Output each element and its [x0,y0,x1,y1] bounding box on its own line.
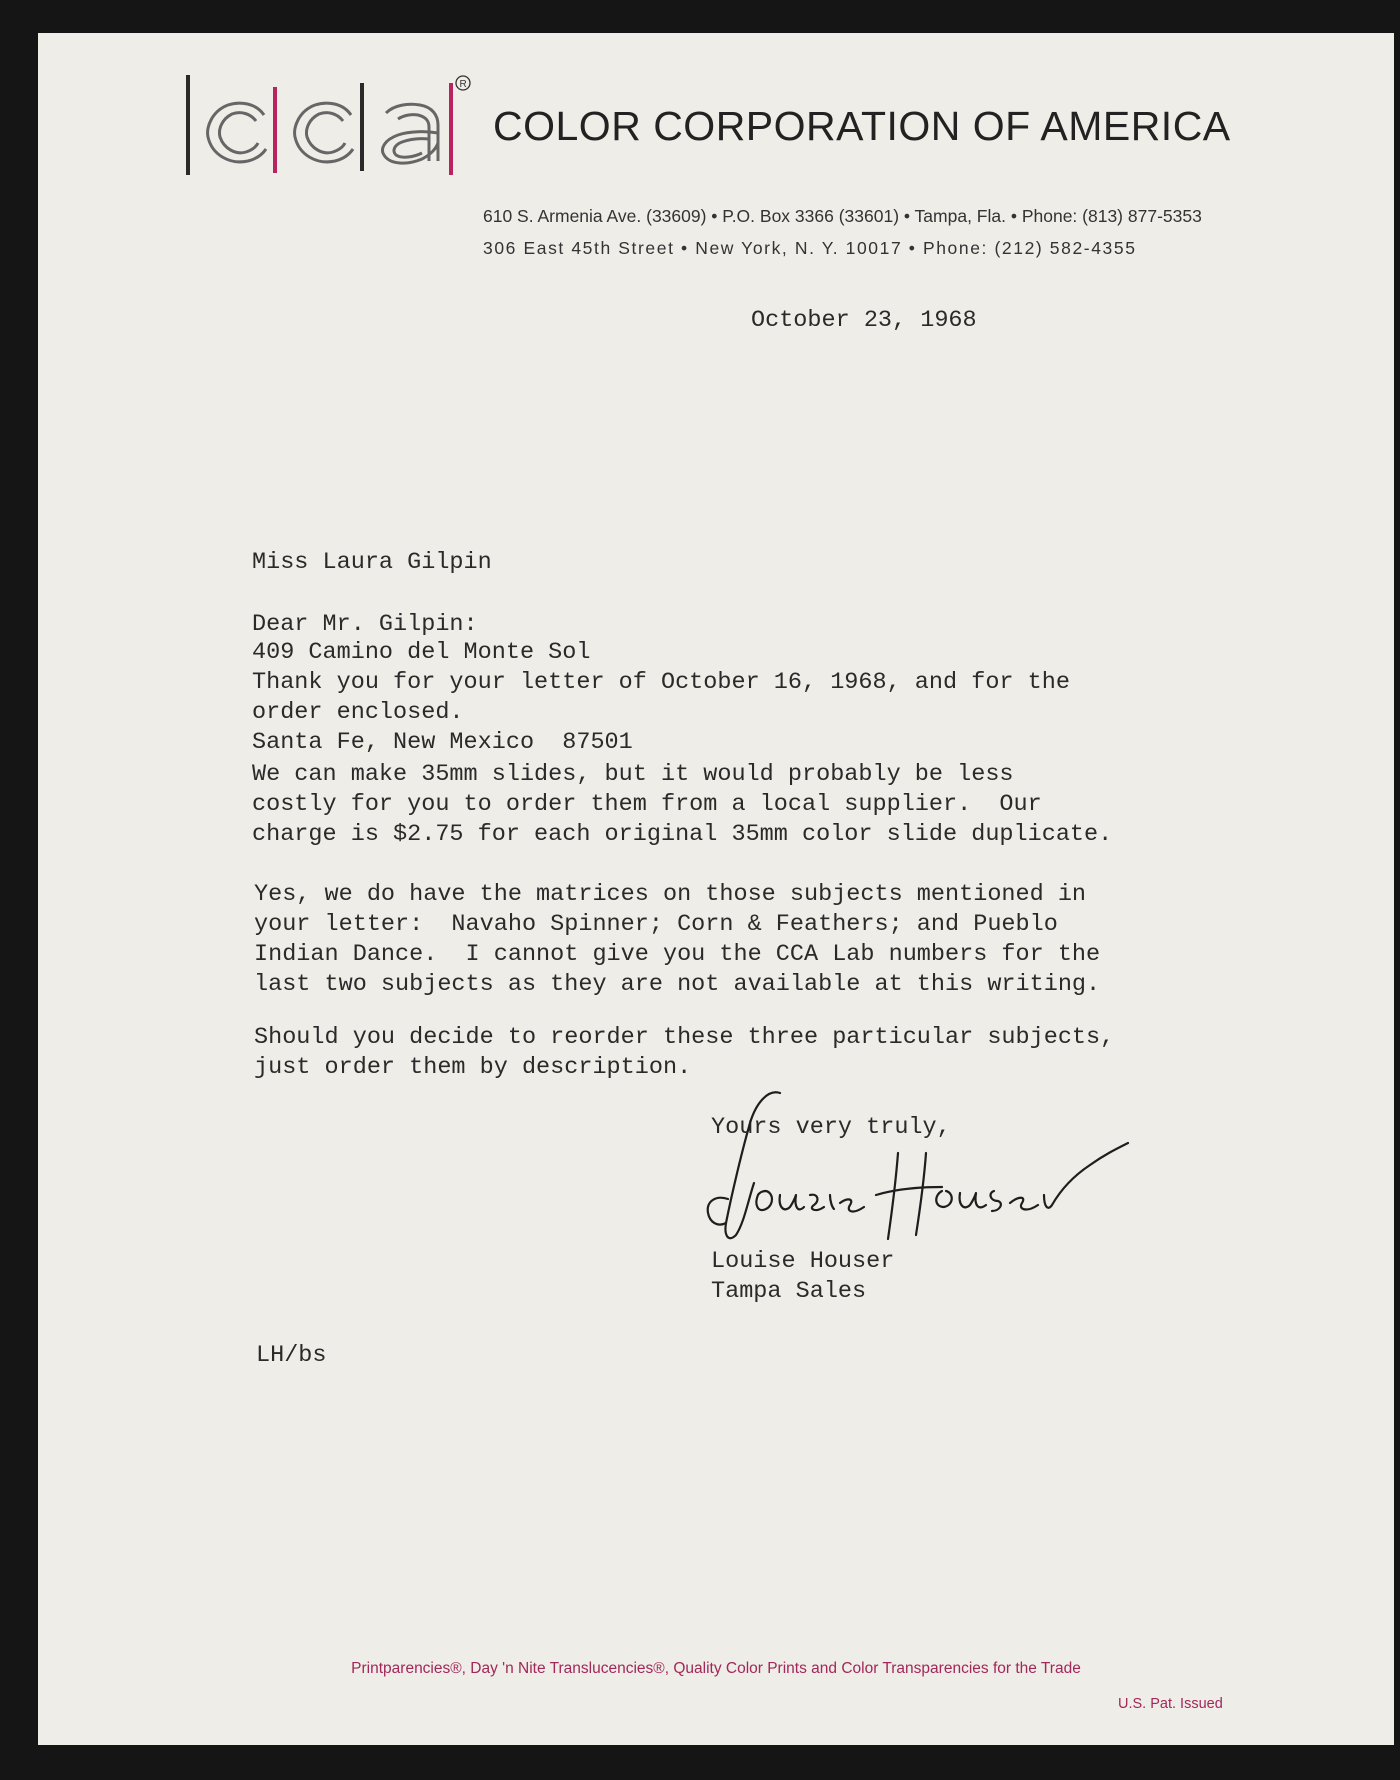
handwritten-signature [698,1083,1138,1273]
patent-notice: U.S. Pat. Issued [1118,1696,1223,1712]
addressee-city: Santa Fe, New Mexico 87501 [252,729,633,756]
company-name: COLOR CORPORATION OF AMERICA [493,103,1231,149]
letter-date: October 23, 1968 [751,307,977,334]
addressee-street: 409 Camino del Monte Sol [252,639,591,666]
addressee-name: Miss Laura Gilpin [252,549,492,576]
salutation: Dear Mr. Gilpin: [252,611,478,638]
paragraph-2: We can make 35mm slides, but it would probably be less costly for you to order them from a local supplier. Our charge is $2.75 for each original 35mm color slide duplicate. [252,761,1113,848]
paragraph-1: Thank you for your letter of October 16, 1968, and for the order enclosed. [252,669,1070,726]
complimentary-close: Yours very truly, [711,1114,951,1141]
cca-logo [186,75,496,175]
signer-name: Louise Houser [711,1248,895,1275]
letter-sheet [38,33,1394,1745]
reference-initials: LH/bs [256,1342,327,1369]
svg-text:R: R [459,79,467,90]
paragraph-3: Yes, we do have the matrices on those subjects mentioned in your letter: Navaho Spinner; Corn & Feathers; and Pueblo Indian Dance. I cannot give you the CCA Lab numbers for the last two subjects as they are not available at this writing. [254,881,1101,998]
product-footer: Printparencies®, Day 'n Nite Translucencies®, Quality Color Prints and Color Transparencies for the Trade [351,1660,1081,1677]
new-york-address: 306 East 45th Street • New York, N. Y. 10017 • Phone: (212) 582-4355 [483,238,1137,258]
tampa-address: 610 S. Armenia Ave. (33609) • P.O. Box 3366 (33601) • Tampa, Fla. • Phone: (813) 877-5353 [483,206,1202,226]
signer-title: Tampa Sales [711,1278,867,1305]
paragraph-4: Should you decide to reorder these three particular subjects, just order them by description. [254,1024,1115,1081]
